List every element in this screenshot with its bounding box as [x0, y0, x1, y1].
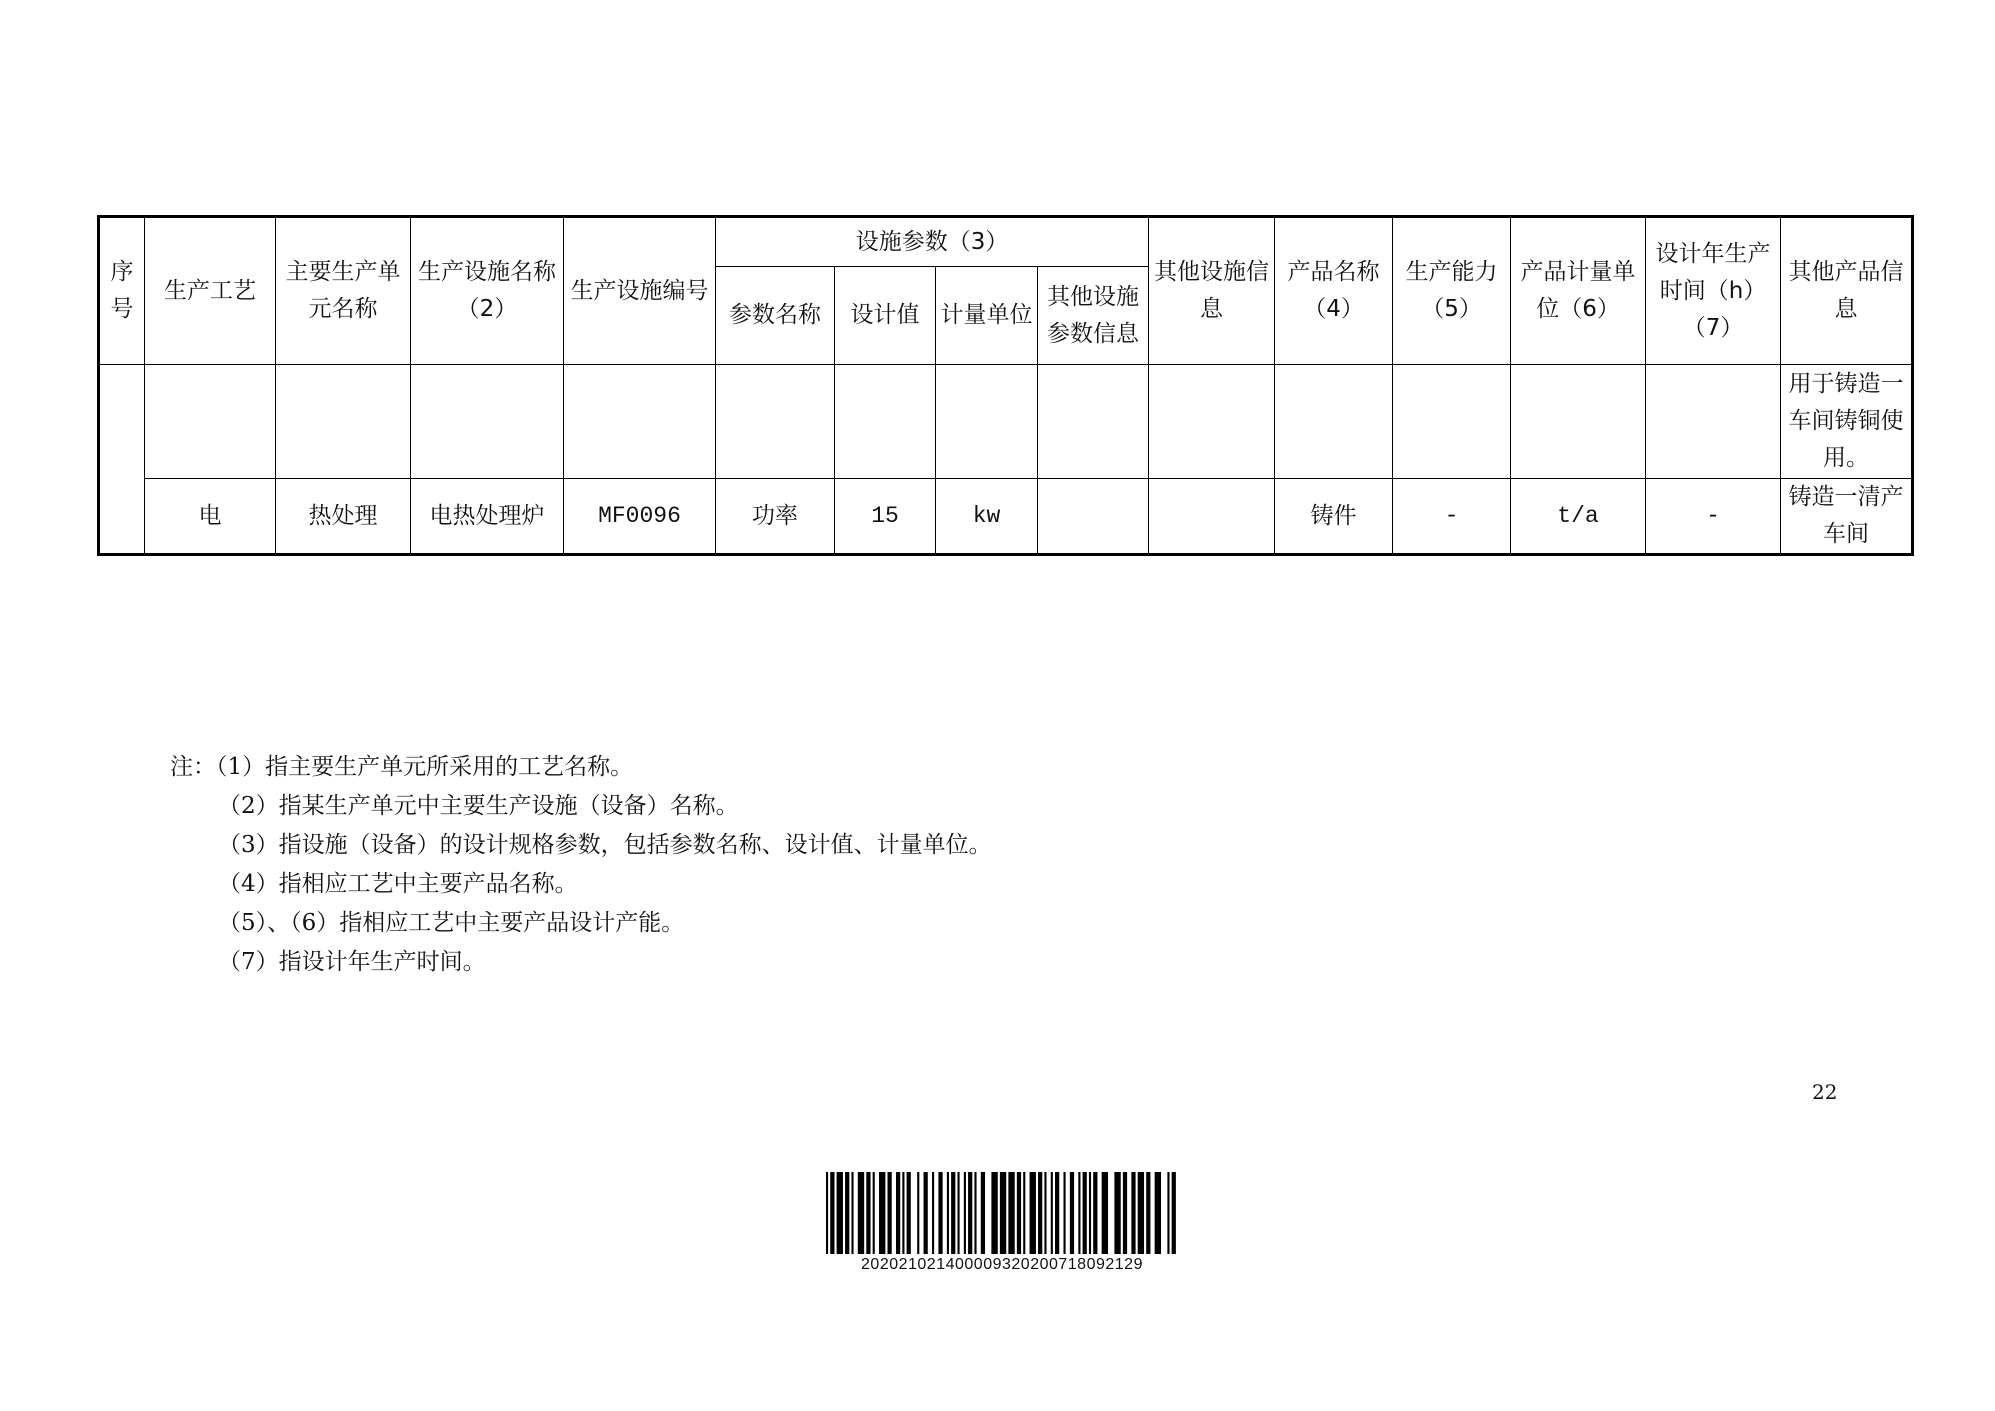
barcode-bar — [938, 1172, 942, 1254]
cell-other-product-info: 用于铸造一车间铸铜使用。 — [1781, 365, 1913, 479]
note-line: （2）指某生产单元中主要生产设施（设备）名称。 — [218, 793, 739, 819]
cell-other-param-info — [1038, 365, 1149, 479]
barcode-bar — [951, 1172, 955, 1254]
header-product-unit: 产品计量单位（6） — [1511, 217, 1646, 365]
table-row — [99, 479, 1913, 555]
note-line: （7）指设计年生产时间。 — [218, 949, 486, 975]
header-capacity: 生产能力（5） — [1393, 217, 1511, 365]
header-facility-code: 生产设施编号 — [564, 217, 716, 365]
barcode-bar — [1146, 1172, 1150, 1254]
note-line: （4）指相应工艺中主要产品名称。 — [218, 871, 578, 897]
barcode-bar — [1017, 1172, 1021, 1254]
note-line: 注：（1）指主要生产单元所采用的工艺名称。 — [170, 754, 634, 780]
barcode-bar — [917, 1172, 919, 1254]
cell-capacity — [1393, 365, 1511, 479]
header-other-facility-info: 其他设施信息 — [1149, 217, 1275, 365]
barcode-bar — [1172, 1172, 1176, 1254]
cell-design-value — [835, 365, 936, 479]
note-line: （5）、（6）指相应工艺中主要产品设计产能。 — [218, 910, 685, 936]
header-other-param-info: 其他设施参数信息 — [1038, 267, 1149, 365]
cell-other-param-info — [1038, 479, 1149, 555]
cell-product-name — [1275, 365, 1393, 479]
barcode-bar — [981, 1172, 985, 1254]
barcode-bar — [896, 1172, 900, 1254]
cell-other-facility-info — [1149, 365, 1275, 479]
barcode-number: 202021021400009320200718092129 — [861, 1256, 1143, 1273]
barcode-bar — [845, 1172, 849, 1254]
header-design-hours: 设计年生产时间（h）（7） — [1646, 217, 1781, 365]
barcode-bar — [1000, 1172, 1006, 1254]
header-unit-name: 主要生产单元名称 — [276, 217, 411, 365]
cell-process: 电 — [145, 479, 276, 555]
header-param-name: 参数名称 — [716, 267, 835, 365]
cell-design-hours — [1646, 365, 1781, 479]
barcode-bar — [1063, 1172, 1065, 1254]
barcode-icon — [822, 1172, 1182, 1256]
barcode-bar — [907, 1172, 911, 1254]
barcode-bar — [1078, 1172, 1080, 1254]
cell-other-product-info: 铸造一清产车间 — [1781, 479, 1913, 555]
header-measure-unit: 计量单位 — [936, 267, 1038, 365]
cell-param-name — [716, 365, 835, 479]
cell-product-unit: t/a — [1511, 479, 1646, 555]
barcode-bar — [1167, 1172, 1169, 1254]
barcode-bar — [837, 1172, 843, 1254]
barcode-bar — [1123, 1172, 1127, 1254]
barcode-bar — [932, 1172, 934, 1254]
cell-facility-code: MF0096 — [564, 479, 716, 555]
barcode-bar — [991, 1172, 997, 1254]
cell-unit-name: 热处理 — [276, 479, 411, 555]
cell-product-name: 铸件 — [1275, 479, 1393, 555]
barcode-bar — [964, 1172, 966, 1254]
header-design-value: 设计值 — [835, 267, 936, 365]
barcode-bar — [1138, 1172, 1144, 1254]
barcode-bar — [866, 1172, 870, 1254]
cell-facility-name: 电热处理炉 — [411, 479, 564, 555]
barcode-bar — [1155, 1172, 1161, 1254]
barcode-bar — [1038, 1172, 1042, 1254]
cell-product-unit — [1511, 365, 1646, 479]
cell-measure-unit — [936, 365, 1038, 479]
header-facility-name: 生产设施名称（2） — [411, 217, 564, 365]
barcode-bar — [873, 1172, 875, 1254]
table-row — [99, 365, 1913, 479]
header-params-group: 设施参数（3） — [716, 217, 1149, 267]
barcode-bar — [1051, 1172, 1053, 1254]
barcode-bar — [1083, 1172, 1087, 1254]
header-other-product-info: 其他产品信息 — [1781, 217, 1913, 365]
barcode-bar — [1089, 1172, 1091, 1254]
barcode-bar — [1044, 1172, 1046, 1254]
cell-process — [145, 365, 276, 479]
cell-design-value: 15 — [835, 479, 936, 555]
barcode-bar — [957, 1172, 959, 1254]
barcode-bar — [924, 1172, 928, 1254]
barcode-bar — [830, 1172, 834, 1254]
header-process: 生产工艺 — [145, 217, 276, 365]
cell-unit-name — [276, 365, 411, 479]
barcode-bar — [968, 1172, 972, 1254]
page-number: 22 — [1812, 1080, 1838, 1104]
barcode-bar — [858, 1172, 864, 1254]
header-product-name: 产品名称（4） — [1275, 217, 1393, 365]
cell-facility-code — [564, 365, 716, 479]
barcode-bar — [974, 1172, 976, 1254]
barcode-bar — [1030, 1172, 1036, 1254]
barcode — [822, 1172, 1182, 1284]
barcode-bar — [1008, 1172, 1014, 1254]
table-header-row — [99, 217, 1913, 267]
note-line: （3）指设施（设备）的设计规格参数，包括参数名称、设计值、计量单位。 — [218, 832, 992, 858]
cell-seq — [99, 365, 145, 555]
cell-facility-name — [411, 365, 564, 479]
barcode-bar — [851, 1172, 853, 1254]
cell-measure-unit: kw — [936, 479, 1038, 555]
barcode-bar — [1131, 1172, 1135, 1254]
cell-other-facility-info — [1149, 479, 1275, 555]
barcode-bar — [887, 1172, 891, 1254]
cell-capacity: - — [1393, 479, 1511, 555]
barcode-bar — [947, 1172, 949, 1254]
barcode-bar — [1023, 1172, 1025, 1254]
production-facility-table — [97, 215, 1914, 556]
header-seq: 序号 — [99, 217, 145, 365]
barcode-bar — [1114, 1172, 1120, 1254]
barcode-bar — [826, 1172, 828, 1254]
barcode-bar — [1093, 1172, 1097, 1254]
barcode-bar — [1070, 1172, 1074, 1254]
cell-design-hours: - — [1646, 479, 1781, 555]
footnotes — [170, 748, 992, 982]
cell-param-name: 功率 — [716, 479, 835, 555]
barcode-bar — [1055, 1172, 1059, 1254]
barcode-bar — [1102, 1172, 1108, 1254]
barcode-bar — [879, 1172, 885, 1254]
barcode-bar — [902, 1172, 904, 1254]
